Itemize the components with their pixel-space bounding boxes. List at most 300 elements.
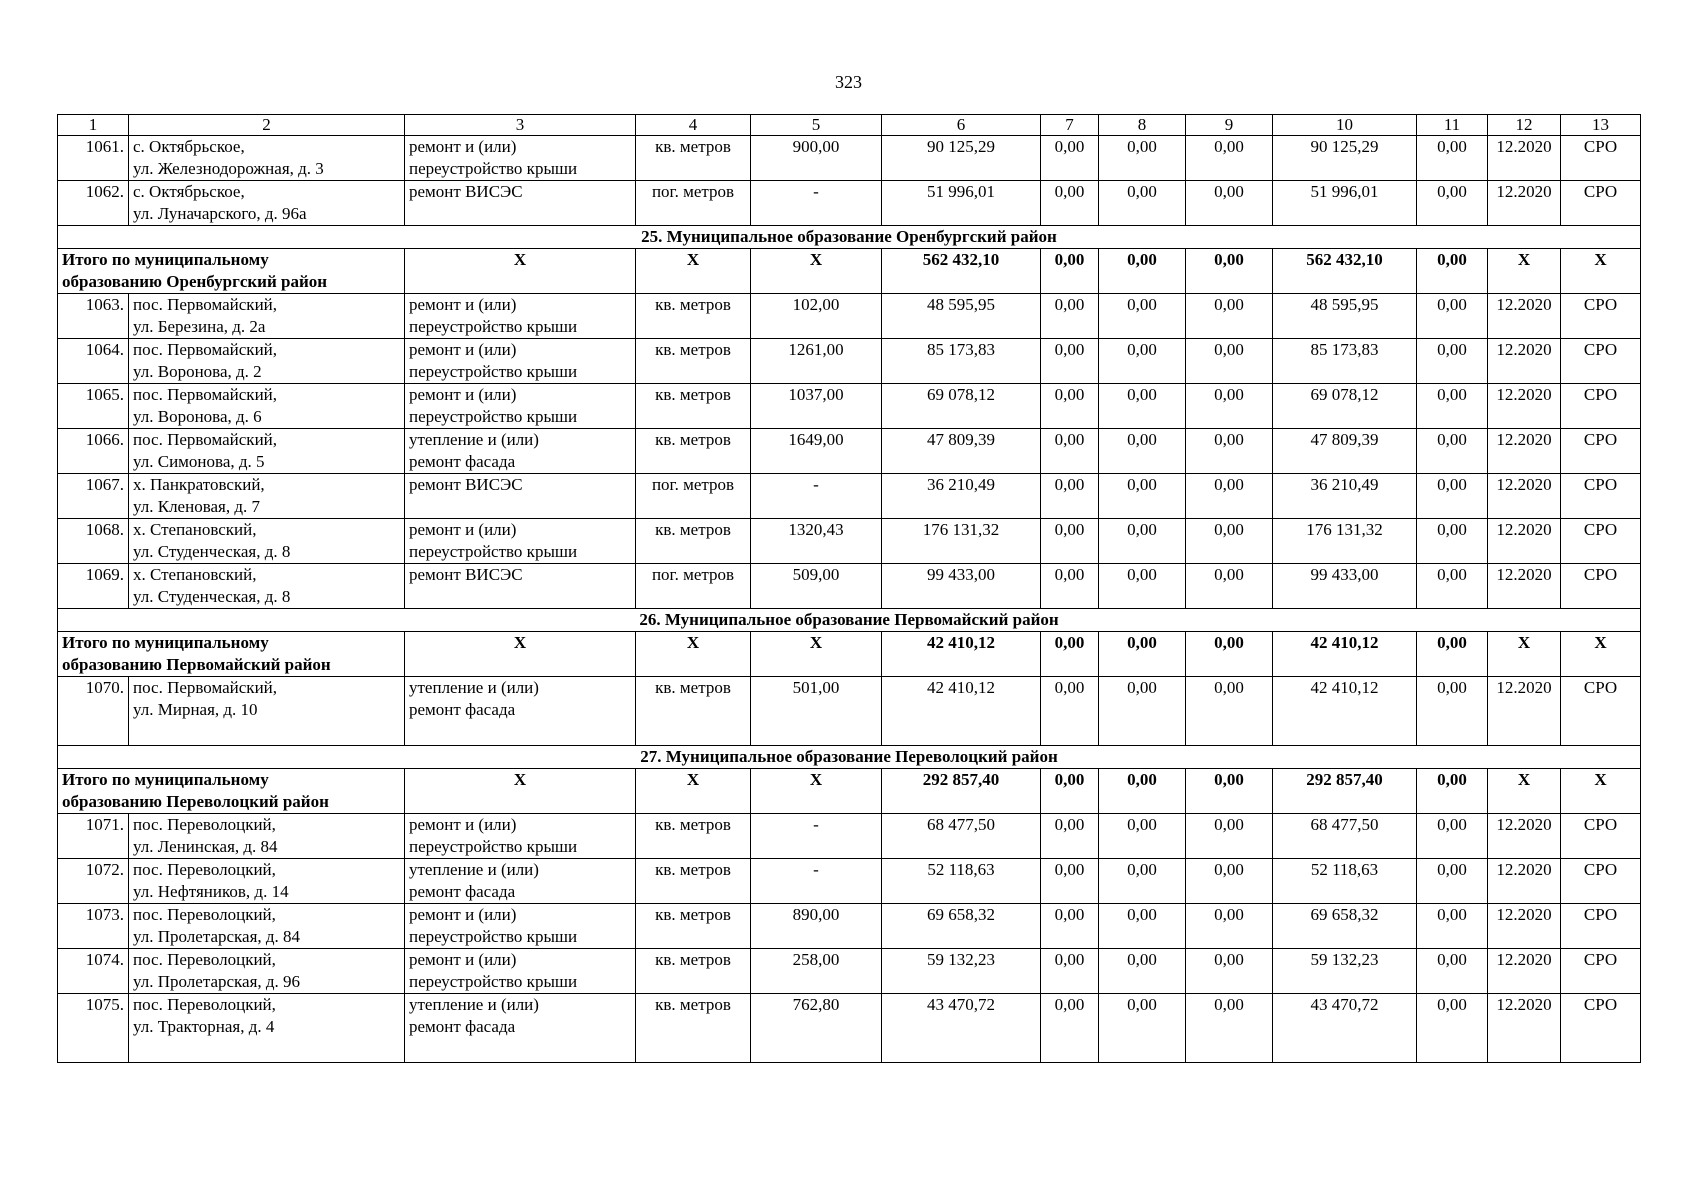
value-cell: 0,00 — [1099, 949, 1186, 994]
area-value: - — [751, 859, 882, 904]
date-cell: 12.2020 — [1488, 949, 1561, 994]
row-number: 1067. — [58, 474, 129, 519]
total-x-mark: Х — [751, 632, 882, 677]
header-cell: 12 — [1488, 115, 1561, 136]
work-type-line1: ремонт и (или) — [409, 520, 517, 539]
address — [129, 904, 405, 949]
method-cell: СРО — [1561, 994, 1641, 1063]
header-cell: 3 — [405, 115, 636, 136]
cost-value: 69 658,32 — [882, 904, 1041, 949]
work-type-line2: переустройство крыши — [409, 159, 578, 178]
table-row — [58, 904, 1641, 949]
value-cell: 0,00 — [1417, 339, 1488, 384]
address — [129, 294, 405, 339]
work-type — [405, 814, 636, 859]
value-cell: 0,00 — [1041, 949, 1099, 994]
row-number: 1062. — [58, 181, 129, 226]
total-row — [58, 249, 1641, 294]
cost-value: 99 433,00 — [1273, 564, 1417, 609]
value-cell: 0,00 — [1099, 519, 1186, 564]
total-x-mark: Х — [1488, 249, 1561, 294]
total-x-mark: Х — [405, 632, 636, 677]
cost-value: 90 125,29 — [882, 136, 1041, 181]
total-x-mark: Х — [636, 249, 751, 294]
table-row — [58, 994, 1641, 1063]
work-type — [405, 519, 636, 564]
header-cell: 10 — [1273, 115, 1417, 136]
work-type-line1: утепление и (или) — [409, 995, 539, 1014]
table-row — [58, 859, 1641, 904]
cost-value: 99 433,00 — [882, 564, 1041, 609]
total-value: 0,00 — [1099, 769, 1186, 814]
value-cell: 0,00 — [1041, 429, 1099, 474]
total-x-mark: Х — [1488, 769, 1561, 814]
value-cell: 0,00 — [1099, 136, 1186, 181]
value-cell: 0,00 — [1041, 339, 1099, 384]
value-cell: 0,00 — [1186, 181, 1273, 226]
method-cell: СРО — [1561, 384, 1641, 429]
total-value: 0,00 — [1417, 769, 1488, 814]
value-cell: 0,00 — [1186, 339, 1273, 384]
value-cell: 0,00 — [1099, 339, 1186, 384]
header-cell: 2 — [129, 115, 405, 136]
header-cell: 7 — [1041, 115, 1099, 136]
method-cell: СРО — [1561, 949, 1641, 994]
unit: кв. метров — [636, 904, 751, 949]
unit: кв. метров — [636, 519, 751, 564]
work-type — [405, 294, 636, 339]
value-cell: 0,00 — [1417, 519, 1488, 564]
address — [129, 677, 405, 746]
area-value: 762,80 — [751, 994, 882, 1063]
value-cell: 0,00 — [1417, 949, 1488, 994]
total-x-mark: Х — [1561, 769, 1641, 814]
row-number: 1075. — [58, 994, 129, 1063]
value-cell: 0,00 — [1186, 814, 1273, 859]
address-line1: с. Октябрьское, — [133, 182, 245, 201]
work-type — [405, 339, 636, 384]
unit: кв. метров — [636, 949, 751, 994]
address — [129, 384, 405, 429]
address-line1: пос. Первомайский, — [133, 340, 278, 359]
value-cell: 0,00 — [1417, 384, 1488, 429]
area-value: 258,00 — [751, 949, 882, 994]
value-cell: 0,00 — [1417, 677, 1488, 746]
total-label-line1: Итого по муниципальному — [62, 633, 269, 652]
work-type — [405, 181, 636, 226]
area-value: 102,00 — [751, 294, 882, 339]
address-line2: ул. Симонова, д. 5 — [133, 452, 265, 471]
row-number: 1068. — [58, 519, 129, 564]
value-cell: 0,00 — [1186, 519, 1273, 564]
method-cell: СРО — [1561, 519, 1641, 564]
total-label-line2: образованию Первомайский район — [62, 655, 331, 674]
unit: пог. метров — [636, 564, 751, 609]
total-x-mark: Х — [1561, 632, 1641, 677]
section-title: 27. Муниципальное образование Переволоцкий район — [58, 746, 1641, 769]
total-value: 0,00 — [1099, 249, 1186, 294]
address-line2: ул. Ленинская, д. 84 — [133, 837, 278, 856]
method-cell: СРО — [1561, 136, 1641, 181]
cost-value: 68 477,50 — [882, 814, 1041, 859]
cost-value: 48 595,95 — [882, 294, 1041, 339]
cost-value: 176 131,32 — [1273, 519, 1417, 564]
cost-value: 90 125,29 — [1273, 136, 1417, 181]
address-line2: ул. Нефтяников, д. 14 — [133, 882, 289, 901]
value-cell: 0,00 — [1099, 859, 1186, 904]
work-type — [405, 136, 636, 181]
total-x-mark: Х — [751, 769, 882, 814]
capital-repair-table — [57, 114, 1641, 1063]
address-line2: ул. Березина, д. 2а — [133, 317, 266, 336]
date-cell: 12.2020 — [1488, 429, 1561, 474]
address-line1: х. Степановский, — [133, 565, 257, 584]
total-label-line1: Итого по муниципальному — [62, 770, 269, 789]
unit: пог. метров — [636, 474, 751, 519]
value-cell: 0,00 — [1186, 859, 1273, 904]
value-cell: 0,00 — [1186, 904, 1273, 949]
row-number: 1066. — [58, 429, 129, 474]
address-line2: ул. Луначарского, д. 96а — [133, 204, 307, 223]
table-row — [58, 384, 1641, 429]
section-heading-row — [58, 226, 1641, 249]
table-row — [58, 949, 1641, 994]
header-cell: 8 — [1099, 115, 1186, 136]
work-type-line2: переустройство крыши — [409, 927, 578, 946]
unit: кв. метров — [636, 677, 751, 746]
table-row — [58, 677, 1641, 746]
unit: пог. метров — [636, 181, 751, 226]
work-type-line1: ремонт ВИСЭС — [409, 182, 523, 201]
total-x-mark: Х — [1488, 632, 1561, 677]
date-cell: 12.2020 — [1488, 384, 1561, 429]
row-number: 1069. — [58, 564, 129, 609]
page-number: 323 — [835, 72, 862, 92]
address-line1: пос. Первомайский, — [133, 385, 278, 404]
method-cell: СРО — [1561, 859, 1641, 904]
value-cell: 0,00 — [1417, 474, 1488, 519]
table-row — [58, 181, 1641, 226]
work-type — [405, 474, 636, 519]
cost-value: 59 132,23 — [882, 949, 1041, 994]
cost-value: 47 809,39 — [882, 429, 1041, 474]
address-line2: ул. Воронова, д. 6 — [133, 407, 262, 426]
header-cell: 1 — [58, 115, 129, 136]
work-type-line1: ремонт и (или) — [409, 295, 517, 314]
address-line1: с. Октябрьское, — [133, 137, 245, 156]
address — [129, 339, 405, 384]
total-x-mark: Х — [405, 249, 636, 294]
row-number: 1064. — [58, 339, 129, 384]
total-value: 0,00 — [1041, 632, 1099, 677]
value-cell: 0,00 — [1417, 294, 1488, 339]
area-value: - — [751, 474, 882, 519]
area-value: 509,00 — [751, 564, 882, 609]
value-cell: 0,00 — [1417, 859, 1488, 904]
cost-value: 51 996,01 — [882, 181, 1041, 226]
cost-value: 85 173,83 — [1273, 339, 1417, 384]
method-cell: СРО — [1561, 181, 1641, 226]
total-cost: 292 857,40 — [882, 769, 1041, 814]
header-cell: 5 — [751, 115, 882, 136]
total-value: 0,00 — [1099, 632, 1186, 677]
value-cell: 0,00 — [1186, 949, 1273, 994]
unit: кв. метров — [636, 429, 751, 474]
value-cell: 0,00 — [1041, 474, 1099, 519]
area-value: - — [751, 181, 882, 226]
row-number: 1071. — [58, 814, 129, 859]
value-cell: 0,00 — [1099, 384, 1186, 429]
total-cost: 292 857,40 — [1273, 769, 1417, 814]
cost-value: 69 078,12 — [882, 384, 1041, 429]
address-line1: пос. Первомайский, — [133, 295, 278, 314]
value-cell: 0,00 — [1186, 429, 1273, 474]
area-value: 890,00 — [751, 904, 882, 949]
row-number: 1061. — [58, 136, 129, 181]
cost-value: 48 595,95 — [1273, 294, 1417, 339]
address-line2: ул. Студенческая, д. 8 — [133, 542, 291, 561]
method-cell: СРО — [1561, 474, 1641, 519]
address-line1: пос. Переволоцкий, — [133, 860, 276, 879]
work-type-line1: ремонт и (или) — [409, 950, 517, 969]
cost-value: 69 658,32 — [1273, 904, 1417, 949]
total-x-mark: Х — [636, 632, 751, 677]
table-row — [58, 814, 1641, 859]
work-type-line1: ремонт и (или) — [409, 815, 517, 834]
work-type-line1: утепление и (или) — [409, 678, 539, 697]
address-line1: пос. Первомайский, — [133, 430, 278, 449]
total-value: 0,00 — [1417, 632, 1488, 677]
header-cell: 4 — [636, 115, 751, 136]
value-cell: 0,00 — [1186, 564, 1273, 609]
table-row — [58, 474, 1641, 519]
table-row — [58, 564, 1641, 609]
row-number: 1063. — [58, 294, 129, 339]
method-cell: СРО — [1561, 564, 1641, 609]
total-row — [58, 769, 1641, 814]
address — [129, 519, 405, 564]
table-body — [58, 115, 1641, 1063]
total-cost: 42 410,12 — [882, 632, 1041, 677]
table-row — [58, 429, 1641, 474]
value-cell: 0,00 — [1186, 677, 1273, 746]
method-cell: СРО — [1561, 429, 1641, 474]
work-type-line1: ремонт и (или) — [409, 137, 517, 156]
address-line1: пос. Первомайский, — [133, 678, 278, 697]
work-type — [405, 677, 636, 746]
row-number: 1065. — [58, 384, 129, 429]
value-cell: 0,00 — [1099, 429, 1186, 474]
work-type — [405, 949, 636, 994]
address-line2: ул. Железнодорожная, д. 3 — [133, 159, 324, 178]
address-line2: ул. Кленовая, д. 7 — [133, 497, 261, 516]
value-cell: 0,00 — [1041, 181, 1099, 226]
value-cell: 0,00 — [1041, 294, 1099, 339]
value-cell: 0,00 — [1186, 136, 1273, 181]
cost-value: 85 173,83 — [882, 339, 1041, 384]
value-cell: 0,00 — [1186, 474, 1273, 519]
total-label — [58, 249, 405, 294]
cost-value: 52 118,63 — [882, 859, 1041, 904]
cost-value: 42 410,12 — [882, 677, 1041, 746]
work-type — [405, 384, 636, 429]
date-cell: 12.2020 — [1488, 474, 1561, 519]
address-line1: пос. Переволоцкий, — [133, 905, 276, 924]
work-type-line2: переустройство крыши — [409, 317, 578, 336]
value-cell: 0,00 — [1041, 994, 1099, 1063]
unit: кв. метров — [636, 136, 751, 181]
work-type — [405, 904, 636, 949]
date-cell: 12.2020 — [1488, 136, 1561, 181]
work-type-line2: переустройство крыши — [409, 362, 578, 381]
cost-value: 47 809,39 — [1273, 429, 1417, 474]
address-line1: х. Панкратовский, — [133, 475, 265, 494]
method-cell: СРО — [1561, 677, 1641, 746]
total-x-mark: Х — [751, 249, 882, 294]
work-type — [405, 994, 636, 1063]
address — [129, 429, 405, 474]
total-value: 0,00 — [1417, 249, 1488, 294]
header-cell: 9 — [1186, 115, 1273, 136]
work-type — [405, 859, 636, 904]
cost-value: 43 470,72 — [882, 994, 1041, 1063]
header-cell: 6 — [882, 115, 1041, 136]
total-cost: 562 432,10 — [1273, 249, 1417, 294]
area-value: 1261,00 — [751, 339, 882, 384]
total-cost: 42 410,12 — [1273, 632, 1417, 677]
value-cell: 0,00 — [1041, 136, 1099, 181]
table-row — [58, 294, 1641, 339]
total-row — [58, 632, 1641, 677]
header-row — [58, 115, 1641, 136]
address-line2: ул. Пролетарская, д. 96 — [133, 972, 301, 991]
address — [129, 564, 405, 609]
address — [129, 994, 405, 1063]
date-cell: 12.2020 — [1488, 564, 1561, 609]
address-line1: пос. Переволоцкий, — [133, 815, 276, 834]
work-type-line1: ремонт ВИСЭС — [409, 475, 523, 494]
date-cell: 12.2020 — [1488, 677, 1561, 746]
value-cell: 0,00 — [1417, 904, 1488, 949]
value-cell: 0,00 — [1041, 904, 1099, 949]
section-heading-row — [58, 746, 1641, 769]
area-value: 1320,43 — [751, 519, 882, 564]
area-value: - — [751, 814, 882, 859]
work-type-line2: ремонт фасада — [409, 1017, 516, 1036]
date-cell: 12.2020 — [1488, 814, 1561, 859]
value-cell: 0,00 — [1041, 519, 1099, 564]
unit: кв. метров — [636, 814, 751, 859]
date-cell: 12.2020 — [1488, 181, 1561, 226]
area-value: 900,00 — [751, 136, 882, 181]
total-label-line2: образованию Оренбургский район — [62, 272, 328, 291]
address — [129, 859, 405, 904]
value-cell: 0,00 — [1041, 384, 1099, 429]
total-value: 0,00 — [1186, 769, 1273, 814]
area-value: 1037,00 — [751, 384, 882, 429]
work-type — [405, 429, 636, 474]
row-number: 1073. — [58, 904, 129, 949]
cost-value: 36 210,49 — [882, 474, 1041, 519]
method-cell: СРО — [1561, 339, 1641, 384]
work-type-line1: ремонт и (или) — [409, 385, 517, 404]
table-row — [58, 136, 1641, 181]
unit: кв. метров — [636, 859, 751, 904]
total-label-line2: образованию Переволоцкий район — [62, 792, 329, 811]
value-cell: 0,00 — [1186, 384, 1273, 429]
total-x-mark: Х — [405, 769, 636, 814]
cost-value: 59 132,23 — [1273, 949, 1417, 994]
work-type-line1: ремонт и (или) — [409, 340, 517, 359]
work-type-line1: ремонт и (или) — [409, 905, 517, 924]
value-cell: 0,00 — [1417, 814, 1488, 859]
date-cell: 12.2020 — [1488, 859, 1561, 904]
value-cell: 0,00 — [1099, 814, 1186, 859]
value-cell: 0,00 — [1099, 564, 1186, 609]
work-type — [405, 564, 636, 609]
method-cell: СРО — [1561, 294, 1641, 339]
unit: кв. метров — [636, 339, 751, 384]
value-cell: 0,00 — [1099, 474, 1186, 519]
section-title: 25. Муниципальное образование Оренбургский район — [58, 226, 1641, 249]
value-cell: 0,00 — [1417, 429, 1488, 474]
value-cell: 0,00 — [1099, 677, 1186, 746]
work-type-line2: переустройство крыши — [409, 407, 578, 426]
cost-value: 69 078,12 — [1273, 384, 1417, 429]
date-cell: 12.2020 — [1488, 904, 1561, 949]
address-line2: ул. Тракторная, д. 4 — [133, 1017, 275, 1036]
unit: кв. метров — [636, 994, 751, 1063]
total-x-mark: Х — [636, 769, 751, 814]
value-cell: 0,00 — [1186, 294, 1273, 339]
work-type-line1: утепление и (или) — [409, 430, 539, 449]
work-type-line2: переустройство крыши — [409, 972, 578, 991]
total-cost: 562 432,10 — [882, 249, 1041, 294]
value-cell: 0,00 — [1417, 994, 1488, 1063]
work-type-line2: переустройство крыши — [409, 542, 578, 561]
section-title: 26. Муниципальное образование Первомайский район — [58, 609, 1641, 632]
work-type-line2: ремонт фасада — [409, 882, 516, 901]
value-cell: 0,00 — [1417, 181, 1488, 226]
total-value: 0,00 — [1041, 249, 1099, 294]
address — [129, 949, 405, 994]
address — [129, 474, 405, 519]
address-line1: пос. Переволоцкий, — [133, 995, 276, 1014]
value-cell: 0,00 — [1099, 994, 1186, 1063]
row-number: 1070. — [58, 677, 129, 746]
value-cell: 0,00 — [1041, 564, 1099, 609]
table-row — [58, 339, 1641, 384]
row-number: 1072. — [58, 859, 129, 904]
value-cell: 0,00 — [1099, 904, 1186, 949]
date-cell: 12.2020 — [1488, 519, 1561, 564]
total-label-line1: Итого по муниципальному — [62, 250, 269, 269]
address-line1: х. Степановский, — [133, 520, 257, 539]
address-line2: ул. Мирная, д. 10 — [133, 700, 258, 719]
cost-value: 42 410,12 — [1273, 677, 1417, 746]
total-label — [58, 769, 405, 814]
header-cell: 11 — [1417, 115, 1488, 136]
row-number: 1074. — [58, 949, 129, 994]
value-cell: 0,00 — [1041, 677, 1099, 746]
address — [129, 814, 405, 859]
cost-value: 68 477,50 — [1273, 814, 1417, 859]
work-type-line2: ремонт фасада — [409, 700, 516, 719]
address-line2: ул. Пролетарская, д. 84 — [133, 927, 301, 946]
total-value: 0,00 — [1186, 249, 1273, 294]
area-value: 1649,00 — [751, 429, 882, 474]
table-row — [58, 519, 1641, 564]
